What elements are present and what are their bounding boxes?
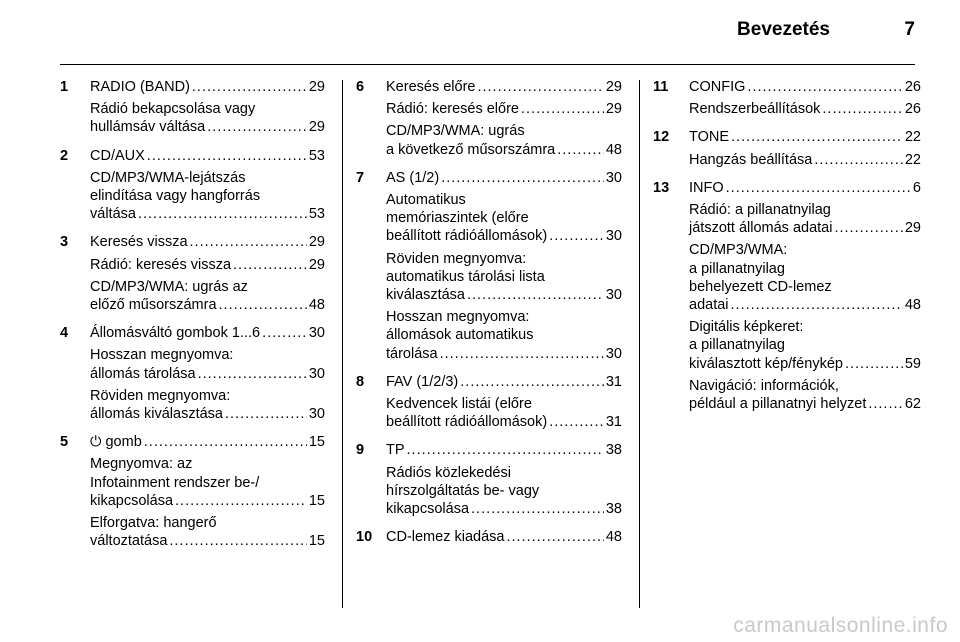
dot-leader — [441, 169, 604, 187]
dot-leader — [233, 256, 307, 274]
index-line — [90, 296, 325, 314]
item-number: 3 — [60, 234, 69, 251]
description-line: Infotainment rendszer be-/ — [90, 474, 260, 491]
entry-body — [90, 78, 325, 137]
dot-leader — [747, 78, 902, 96]
index-text: tárolása — [386, 345, 438, 362]
index-text: CD-lemez kiadása — [386, 529, 505, 546]
entry-description — [90, 256, 325, 274]
entry-body — [90, 147, 325, 224]
item-number: 5 — [60, 434, 69, 451]
page-ref: 38 — [605, 501, 622, 518]
item-number: 2 — [60, 147, 69, 164]
index-line — [689, 128, 921, 146]
page-ref: 29 — [904, 220, 921, 237]
index-line — [386, 169, 622, 187]
entry-body — [689, 78, 921, 118]
index-entry — [60, 147, 325, 224]
description-line: Elforgatva: hangerő — [90, 515, 217, 532]
index-entry — [653, 128, 921, 168]
index-column-3 — [653, 78, 921, 423]
dot-leader — [731, 296, 903, 314]
entry-description — [90, 346, 325, 382]
index-line — [90, 324, 325, 342]
index-text: INFO — [689, 179, 724, 196]
index-line — [90, 118, 325, 136]
index-line — [90, 492, 325, 510]
page-ref: 15 — [308, 434, 325, 451]
description-line: CD/MP3/WMA: ugrás — [386, 123, 525, 140]
dot-leader — [407, 441, 604, 459]
description-line: állomások automatikus — [386, 327, 534, 344]
index-line — [386, 227, 622, 245]
page-ref: 59 — [904, 355, 921, 372]
index-line — [689, 395, 921, 413]
page-ref: 53 — [308, 206, 325, 223]
index-text: TONE — [689, 129, 730, 146]
page-ref: 53 — [308, 147, 325, 164]
page-ref: 48 — [904, 297, 921, 314]
entry-description — [689, 201, 921, 237]
index-text: Rádió: keresés előre — [386, 101, 519, 118]
dot-leader — [192, 78, 307, 96]
item-number: 7 — [356, 169, 365, 186]
index-text: kiválasztása — [386, 287, 465, 304]
description-line: CD/MP3/WMA: — [689, 242, 788, 259]
description-line: Megnyomva: az — [90, 456, 193, 473]
page-ref: 6 — [912, 179, 921, 196]
index-text: Rendszerbeállítások — [689, 101, 821, 118]
index-text: beállított rádióállomások) — [386, 228, 548, 245]
description-line: behelyezett CD-lemez — [689, 278, 832, 295]
description-line: automatikus tárolási lista — [386, 268, 545, 285]
column-divider — [639, 80, 640, 608]
description-line: Automatikus — [386, 192, 466, 209]
index-text: Rádió: keresés vissza — [90, 256, 232, 273]
index-line — [90, 365, 325, 383]
entry-description — [386, 308, 622, 363]
entry-description — [90, 169, 325, 224]
entry-description — [689, 377, 921, 413]
dot-leader — [219, 296, 307, 314]
index-entry — [60, 433, 325, 550]
index-text: ⏻ gomb — [90, 434, 142, 451]
item-number: 4 — [60, 325, 69, 342]
index-line — [689, 296, 921, 314]
entry-description — [386, 191, 622, 246]
index-line — [386, 441, 622, 459]
index-text: AS (1/2) — [386, 169, 440, 186]
index-line — [386, 373, 622, 391]
description-line: Rádiós közlekedési — [386, 464, 511, 481]
dot-leader — [138, 205, 307, 223]
index-text: Keresés vissza — [90, 234, 188, 251]
entry-body — [90, 324, 325, 423]
column-divider — [342, 80, 343, 608]
description-line: a pillanatnyilag — [689, 337, 785, 354]
page-ref: 22 — [904, 151, 921, 168]
dot-leader — [144, 433, 307, 451]
index-text: Hangzás beállítása — [689, 151, 813, 168]
dot-leader — [440, 345, 604, 363]
dot-leader — [198, 365, 307, 383]
entry-body — [90, 433, 325, 550]
item-number: 10 — [356, 529, 373, 546]
dot-leader — [506, 528, 603, 546]
index-line — [90, 205, 325, 223]
dot-leader — [822, 100, 902, 118]
entry-body — [386, 169, 622, 363]
description-line: elindítása vagy hangforrás — [90, 188, 261, 205]
index-line — [689, 219, 921, 237]
page-ref: 29 — [308, 256, 325, 273]
dot-leader — [726, 179, 911, 197]
page-ref: 29 — [308, 119, 325, 136]
index-line — [386, 100, 622, 118]
page-ref: 62 — [904, 396, 921, 413]
index-entry — [60, 78, 325, 137]
dot-leader — [557, 141, 604, 159]
item-number: 12 — [653, 129, 670, 146]
entry-description — [386, 464, 622, 519]
item-number: 11 — [653, 79, 669, 95]
index-text: például a pillanatnyi helyzet — [689, 396, 867, 413]
item-number: 6 — [356, 79, 365, 95]
dot-leader — [169, 532, 306, 550]
index-line — [90, 233, 325, 251]
description-line: Rádió bekapcsolása vagy — [90, 101, 256, 118]
dot-leader — [731, 128, 903, 146]
description-line: Röviden megnyomva: — [90, 387, 231, 404]
entry-body — [90, 233, 325, 314]
dot-leader — [467, 286, 604, 304]
page-ref: 30 — [605, 287, 622, 304]
entry-body — [386, 528, 622, 546]
description-line: Hosszan megnyomva: — [90, 347, 234, 364]
page-ref: 30 — [308, 325, 325, 342]
page-ref: 30 — [605, 228, 622, 245]
index-line — [689, 355, 921, 373]
dot-leader — [549, 227, 604, 245]
index-entry — [356, 441, 622, 518]
page-ref: 29 — [308, 234, 325, 251]
description-line: hírszolgáltatás be- vagy — [386, 482, 540, 499]
index-entry — [356, 373, 622, 432]
index-entry — [356, 78, 622, 159]
item-number: 9 — [356, 442, 365, 459]
entry-description — [689, 241, 921, 314]
entry-description — [90, 514, 325, 550]
page-number: 7 — [904, 19, 915, 40]
index-entry — [60, 233, 325, 314]
description-line: Kedvencek listái (előre — [386, 396, 532, 413]
index-text: kikapcsolása — [386, 501, 470, 518]
page-ref: 48 — [605, 529, 622, 546]
index-text: állomás kiválasztása — [90, 406, 223, 423]
dot-leader — [549, 413, 604, 431]
description-line: Digitális képkeret: — [689, 319, 804, 336]
entry-body — [689, 179, 921, 413]
index-text: RADIO (BAND) — [90, 79, 190, 95]
index-line — [386, 141, 622, 159]
index-text: változtatása — [90, 533, 168, 550]
index-column-1 — [60, 78, 325, 560]
entry-description — [386, 122, 622, 158]
description-line: memóriaszintek (előre — [386, 210, 529, 227]
page-ref: 30 — [308, 406, 325, 423]
index-line — [90, 147, 325, 165]
dot-leader — [207, 118, 307, 136]
page-ref: 29 — [605, 79, 622, 95]
entry-description — [90, 100, 325, 136]
dot-leader — [845, 355, 903, 373]
dot-leader — [262, 324, 307, 342]
watermark: carmanualsonline.info — [733, 614, 948, 637]
dot-leader — [225, 405, 307, 423]
description-line: a pillanatnyilag — [689, 260, 785, 277]
entry-body — [386, 373, 622, 432]
page-ref: 48 — [605, 141, 622, 158]
index-line — [386, 528, 622, 546]
page-ref: 29 — [605, 101, 622, 118]
page-ref: 30 — [605, 345, 622, 362]
index-line — [689, 179, 921, 197]
index-line — [90, 532, 325, 550]
index-text: játszott állomás adatai — [689, 220, 833, 237]
page-ref: 31 — [605, 373, 622, 390]
page-title: Bevezetés — [737, 19, 830, 40]
index-line — [90, 433, 325, 451]
entry-body — [386, 78, 622, 159]
page-ref: 31 — [605, 414, 622, 431]
index-text: kiválasztott kép/fénykép — [689, 355, 843, 372]
dot-leader — [814, 151, 903, 169]
index-line — [386, 78, 622, 96]
index-text: a következő műsorszámra — [386, 141, 556, 158]
dot-leader — [868, 395, 903, 413]
index-text: CONFIG — [689, 79, 746, 95]
index-text: váltása — [90, 206, 136, 223]
entry-description — [386, 395, 622, 431]
index-entry — [60, 324, 325, 423]
dot-leader — [521, 100, 604, 118]
index-line — [689, 78, 921, 96]
page-header — [60, 0, 915, 65]
dot-leader — [834, 219, 902, 237]
dot-leader — [471, 500, 604, 518]
index-entry — [356, 169, 622, 363]
entry-description — [386, 250, 622, 305]
dot-leader — [175, 492, 307, 510]
index-text: beállított rádióállomások) — [386, 414, 548, 431]
index-line — [386, 345, 622, 363]
dot-leader — [190, 233, 307, 251]
page-ref: 48 — [308, 297, 325, 314]
index-text: Keresés előre — [386, 79, 476, 95]
entry-description — [90, 455, 325, 510]
item-number: 8 — [356, 373, 365, 390]
index-line — [386, 500, 622, 518]
index-text: kikapcsolása — [90, 492, 174, 509]
index-text: állomás tárolása — [90, 365, 196, 382]
dot-leader — [477, 78, 603, 96]
index-line — [386, 413, 622, 431]
index-text: TP — [386, 442, 405, 459]
page-ref: 26 — [904, 101, 921, 118]
entry-body — [689, 128, 921, 168]
description-line: Hosszan megnyomva: — [386, 309, 530, 326]
entry-body — [386, 441, 622, 518]
index-entry — [653, 78, 921, 118]
index-line — [689, 100, 921, 118]
index-line — [90, 78, 325, 96]
page-ref: 15 — [308, 492, 325, 509]
dot-leader — [147, 147, 307, 165]
item-number: 13 — [653, 179, 670, 196]
index-line — [689, 151, 921, 169]
entry-description — [90, 278, 325, 314]
index-entry — [356, 528, 622, 546]
index-line — [90, 256, 325, 274]
entry-description — [90, 387, 325, 423]
description-line: Navigáció: információk, — [689, 377, 839, 394]
page-ref: 15 — [308, 533, 325, 550]
page-ref: 29 — [308, 79, 325, 95]
item-number: 1 — [60, 79, 69, 95]
page-ref: 30 — [605, 169, 622, 186]
description-line: Röviden megnyomva: — [386, 250, 527, 267]
index-text: Állomásváltó gombok 1...6 — [90, 325, 261, 342]
index-text: előző műsorszámra — [90, 297, 217, 314]
page-ref: 38 — [605, 442, 622, 459]
description-line: CD/MP3/WMA: ugrás az — [90, 278, 248, 295]
description-line: Rádió: a pillanatnyilag — [689, 202, 831, 219]
page-ref: 22 — [904, 129, 921, 146]
index-column-2 — [356, 78, 622, 556]
index-line — [90, 405, 325, 423]
index-text: adatai — [689, 297, 729, 314]
description-line: CD/MP3/WMA-lejátszás — [90, 169, 246, 186]
entry-description — [386, 100, 622, 118]
page-ref: 30 — [308, 365, 325, 382]
index-text: FAV (1/2/3) — [386, 373, 459, 390]
entry-description — [689, 318, 921, 373]
index-line — [386, 286, 622, 304]
entry-description — [689, 151, 921, 169]
entry-description — [689, 100, 921, 118]
index-text: hullámsáv váltása — [90, 119, 206, 136]
dot-leader — [460, 373, 604, 391]
page-ref: 26 — [904, 79, 921, 95]
index-text: CD/AUX — [90, 147, 145, 164]
index-entry — [653, 179, 921, 413]
